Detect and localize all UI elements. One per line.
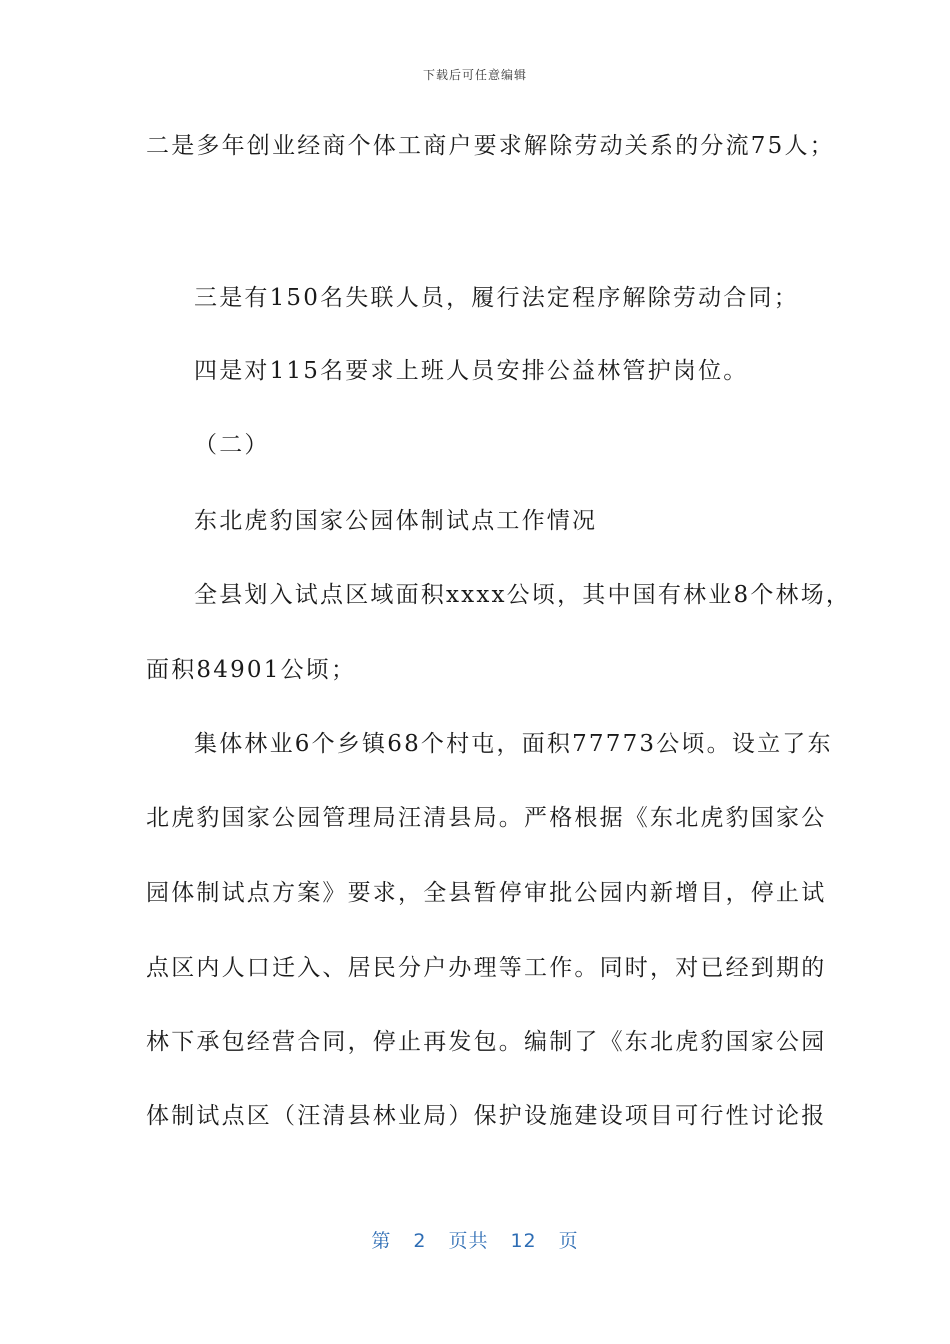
paragraph-line-6: 集体林业6个乡镇68个村屯，面积77773公顷。设立了东 [194, 731, 833, 757]
paragraph-line-2: 三是有150名失联人员，履行法定程序解除劳动合同； [194, 285, 799, 311]
page-footer [0, 1226, 950, 1253]
paragraph-line-5: 面积84901公顷； [146, 657, 357, 683]
paragraph-line-1: 二是多年创业经商个体工商户要求解除劳动关系的分流75人； [146, 133, 835, 159]
paragraph-line-4: 全县划入试点区域面积xxxx公顷，其中国有林业8个林场， [194, 582, 852, 608]
section-number: （二） [194, 432, 270, 458]
footer-prefix: 第 [371, 1230, 392, 1252]
paragraph-line-11: 体制试点区（汪清县林业局）保护设施建设项目可行性讨论报 [146, 1103, 827, 1129]
paragraph-line-10: 林下承包经营合同，停止再发包。编制了《东北虎豹国家公园 [146, 1029, 827, 1055]
footer-page-number: 2 [413, 1230, 427, 1252]
footer-middle: 页共 [448, 1230, 489, 1252]
footer-suffix: 页 [558, 1230, 579, 1252]
header-note: 下载后可任意编辑 [422, 68, 527, 82]
paragraph-line-7: 北虎豹国家公园管理局汪清县局。严格根据《东北虎豹国家公 [146, 805, 827, 831]
footer-total-pages: 12 [510, 1230, 537, 1252]
paragraph-line-3: 四是对115名要求上班人员安排公益林管护岗位。 [194, 358, 749, 384]
section-heading: 东北虎豹国家公园体制试点工作情况 [194, 508, 598, 534]
paragraph-line-9: 点区内人口迁入、居民分户办理等工作。同时，对已经到期的 [146, 955, 827, 981]
paragraph-line-8: 园体制试点方案》要求，全县暂停审批公园内新增目，停止试 [146, 880, 827, 906]
